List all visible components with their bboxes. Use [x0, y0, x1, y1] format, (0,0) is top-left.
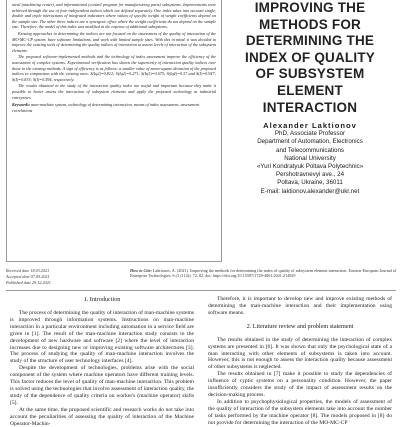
left-column	[10, 296, 194, 427]
body-paragraph: Despite the development of technologies, problems arise with the social component of the system where machine operators have different training levels. This factor reduces the level of quality of man-machine interaction. This problem is solved using the technologies that involve assessment of interaction quality, the study of the dependence of quality criteria on worker's (machine operator) skills [5].	[10, 365, 194, 406]
article-title-line: INTERACTION	[262, 99, 358, 115]
article-dates	[6, 268, 126, 286]
article-title-line: DETERMINING THE	[245, 33, 375, 49]
abstract-paragraph: The proposed software-implemented methods and the technology of index assessment improve the efficiency of the assessment of complex systems. Experimental verification has shown the superiority of interaction quality indices over those in the existing methods. A sign of efficiency is as follows: a smaller value of mean-square deviation of the proposed indices in comparison with the existing ones: S(Iq2)=0.812; S(Iq2)=0.271; S(Iq3)=0.675; S(Iq4)=0.37 and S(I)=0.947; S(I)=0.833; S(I)=0.594, respectively.	[12, 54, 216, 82]
accepted-date: Accepted date 07.05.2021	[6, 274, 50, 279]
right-column	[208, 296, 392, 427]
article-title-line: METHODS FOR	[259, 16, 361, 32]
abstract-paragraph: Existing approaches to determining the indices are not focused on the assessment of the quality of interaction of the MO-MC-CP system, have software limitations, and work with limited sample sizes. With this in mind, it was decided to improve the existing tools of determining the quality indices of interaction to assess levels of interaction of the subsystem elements.	[12, 30, 216, 53]
author-affiliation: PhD, Associate Professor	[274, 130, 346, 138]
keywords	[12, 102, 216, 113]
abstract-box	[6, 0, 222, 262]
body-paragraph: The results obtained in the study of determining the interaction of complex systems are presented in [6]. It was shown that only the psychological state of a man interacting with other elements of subsystems is taken into account. However, this is not enough to assess the interaction quality because assessment of other subsystems is neglected.	[208, 336, 392, 371]
author-name: Alexander Laktionov	[263, 121, 357, 131]
article-title-block	[226, 0, 394, 196]
citation-text: Laktionov, A. (2021). Improving the methods for determining the index of quality of subsystem element interaction. Eastern-European Journal of Enterprise Technologies, 6 (3 (114)), 72–82. doi: https://doi.org/10.15587/1729-4061.2021.214929	[130, 268, 397, 279]
body-paragraph: Therefore, it is important to develop new and improve existing methods of determining the man-machine interaction and their implementation using software means.	[208, 296, 392, 316]
article-title-line: IMPROVING THE	[254, 0, 366, 15]
author-affiliation: «Yuri Kondratyuk Poltava Polytechnic»	[256, 162, 364, 170]
section-heading: 1. Introduction	[83, 296, 121, 303]
author-affiliation: Pershotravnevyi ave., 24	[275, 171, 345, 179]
body-paragraph: The process of determining the quality of interaction of man-machine systems is improved through information systems. Instructions on man-machine interaction in a particular environment including automation in a service field are given in [1]. The result of the man-machine interaction study consists in the development of new hardware and software [2] where the level of interaction increases due to designing new or improving existing software architectures [3]. The process of studying the quality of man-machine interaction involves the study of the structure of user technology interfaces [4].	[10, 310, 194, 365]
citation-block	[130, 268, 398, 279]
keywords-label: Keywords:	[12, 102, 31, 108]
body-paragraph: The results obtained in [7] make it possible to study the dependencies of influence of cyptic systems on a personality condition. However, the paper insufficiently considers the study of the impact of assessment results on the decision-making process.	[208, 371, 392, 398]
author-affiliation: Department of Automation, Electronics	[257, 138, 363, 146]
received-date: Received date 18.03.2021	[6, 268, 50, 273]
abstract-paragraph: The results obtained in the study of the interaction quality index are useful and important because they make it possible to better assess the interaction of subsystem elements and apply the proposed technology at industrial enterprises	[12, 83, 216, 100]
article-title-line: OF SUBSYSTEM	[255, 66, 365, 82]
citation-label: How to Cite:	[130, 268, 152, 273]
section-divider	[6, 290, 396, 291]
author-affiliation: Poltava, Ukraine, 36011	[277, 179, 343, 187]
abstract-paragraph: nical (machining center), and informational (control program for manufacturing parts) subsystems. Improvements were achieved through the use of four independent indices which are defined separately. One index takes into account single, double and triple interactions of integrated indicators where values of specific weight of weight coefficients depend on the sample size. The other three indices are a synergetic effect where the weight coefficients do not depend on the sample size. Therefore, the model of this index was modified at the expense of additional subsystems.	[12, 2, 216, 30]
body-paragraph: In addition to psychophysiological properties, the models of assessment of the quality of interaction of the subsystem elements take into account the number of tasks performed by the machine operator [8]. The models proposed in [8] do not provide for determining the interaction of the MO-MC-CP	[208, 398, 392, 426]
author-affiliation: and Telecommunications	[276, 146, 344, 154]
author-affiliation: National University	[284, 154, 336, 162]
article-title-line: INDEX OF QUALITY	[245, 49, 375, 65]
section-heading: 2. Literature review and problem statement	[246, 322, 354, 330]
body-paragraph: At the same time, the proposed scientific and research works do not take into account the peculiarities of assessing the quality of interaction of the Machine Operator-Machin-	[10, 406, 194, 427]
published-date: Published date 29.12.2021	[6, 280, 51, 285]
keywords-text: man-machine system, technology of determining interaction, means of index assessment, assessment correlations	[12, 102, 200, 113]
article-title-line: ELEMENT	[277, 82, 343, 98]
author-email[interactable]: E-mail: laktionov.alexander@ukr.net	[260, 187, 360, 195]
